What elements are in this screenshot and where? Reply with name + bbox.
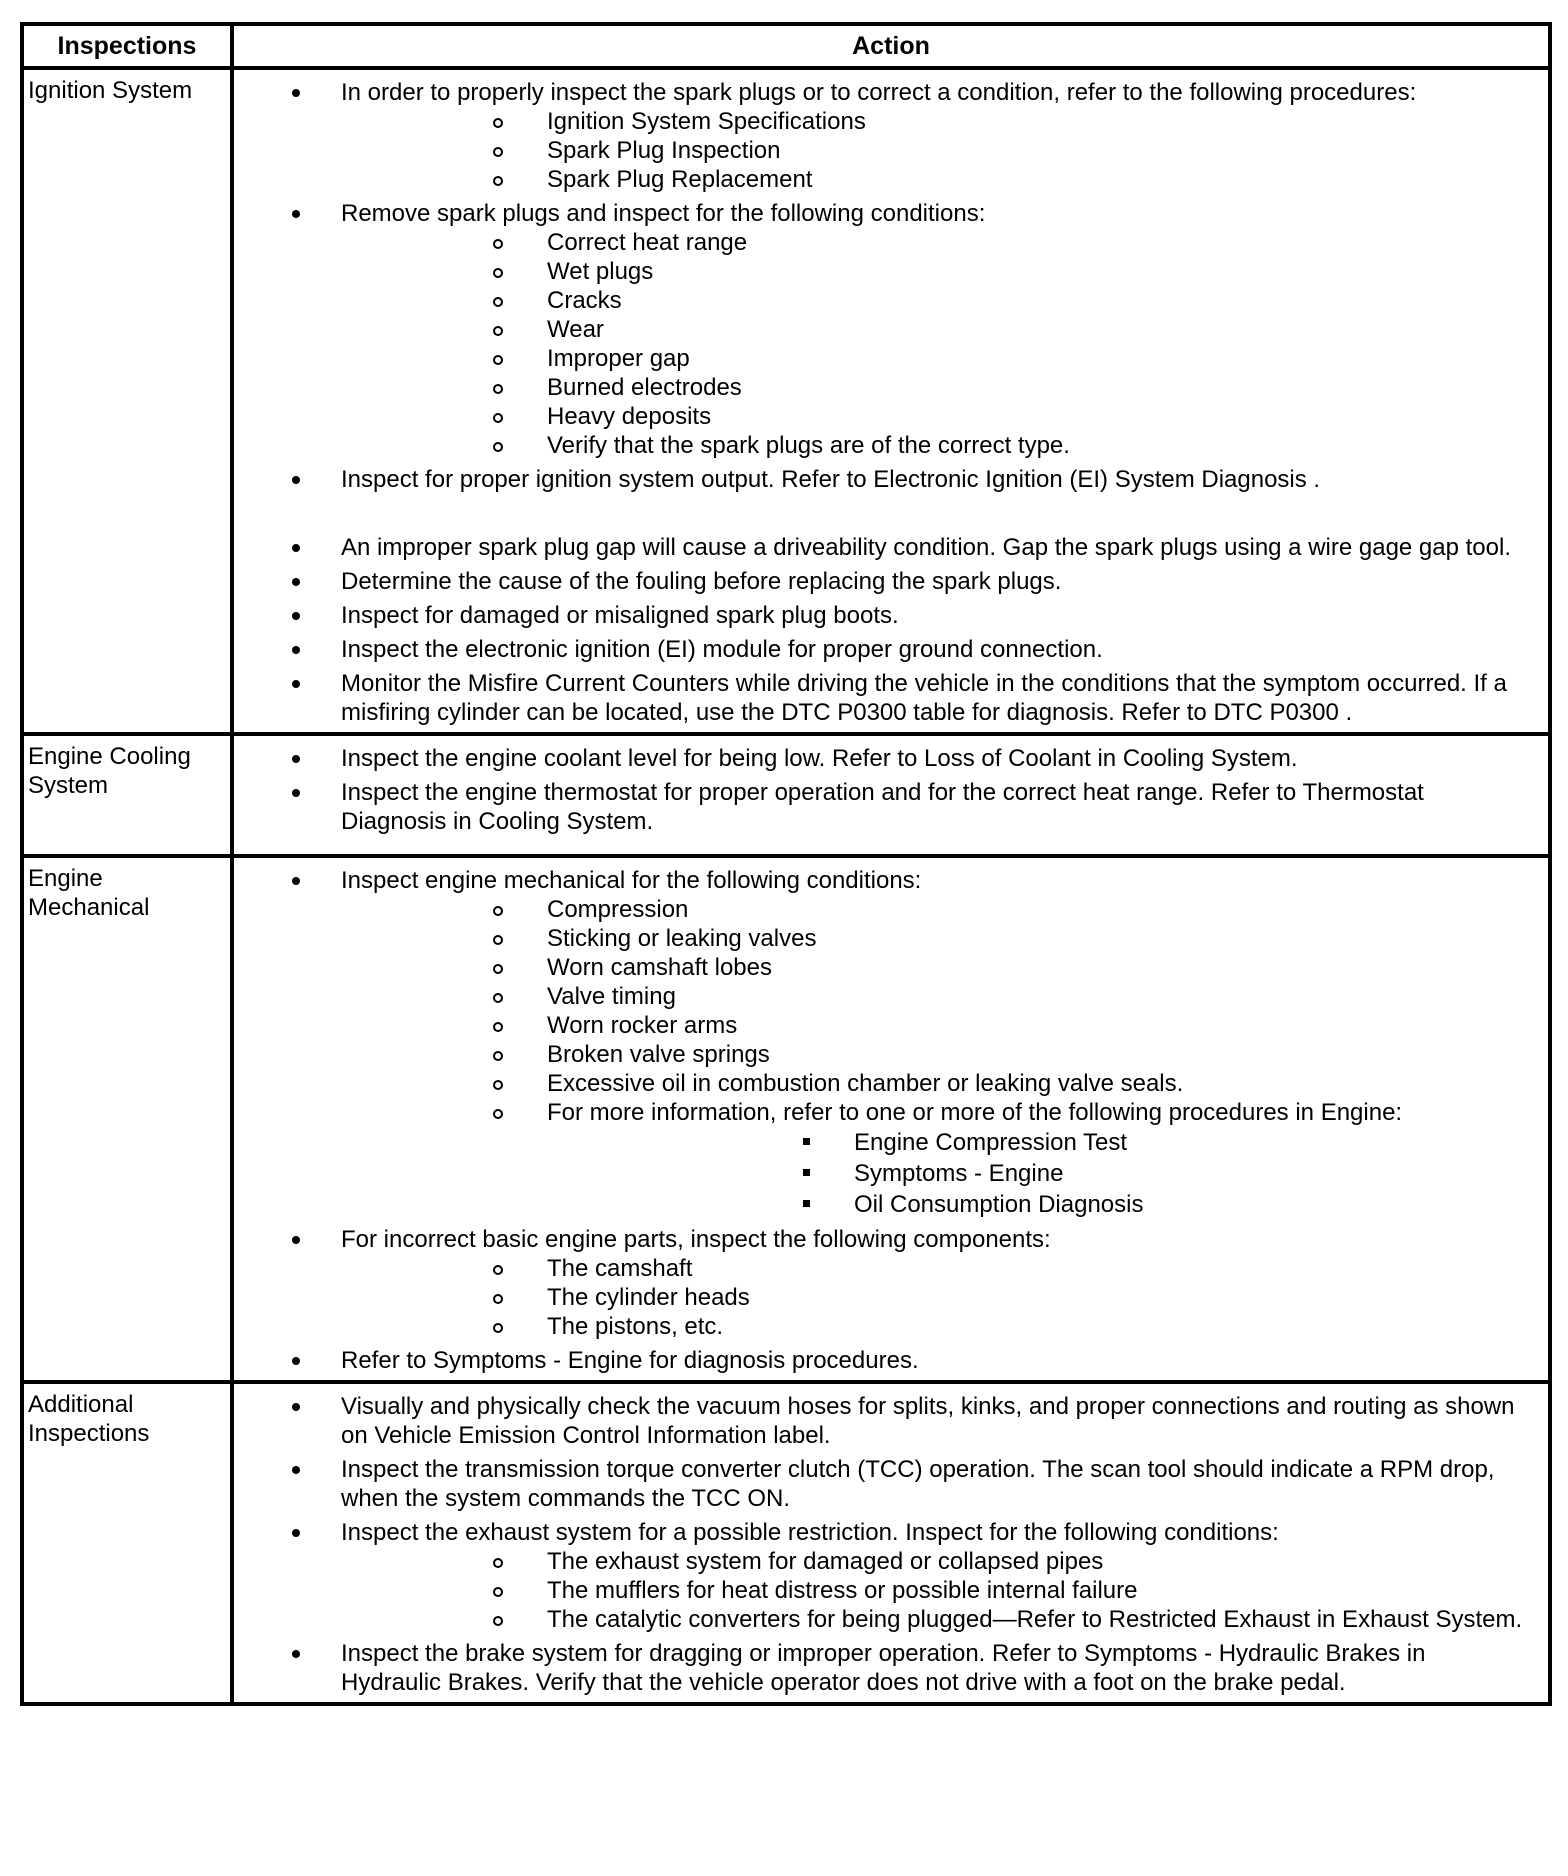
bullet-item <box>234 744 1528 773</box>
sub-sub-item <box>547 1158 1528 1189</box>
item-text: Compression <box>547 896 689 923</box>
action-cell <box>232 856 1550 1382</box>
sub-item <box>341 286 1528 315</box>
sub-sub-item <box>547 1189 1528 1220</box>
inspection-name: Engine Cooling System <box>22 734 232 856</box>
sub-item <box>341 257 1528 286</box>
item-text: In order to properly inspect the spark plugs or to correct a condition, refer to the following procedures: <box>341 79 1417 106</box>
sub-item <box>341 982 1528 1011</box>
action-cell <box>232 1382 1550 1704</box>
item-text: Broken valve springs <box>547 1041 770 1068</box>
item-text: Symptoms - Engine <box>854 1160 1064 1187</box>
bullet-item <box>234 567 1528 596</box>
sub-item <box>341 107 1528 136</box>
table-row <box>22 856 1550 1382</box>
action-cell <box>232 68 1550 734</box>
item-text: Remove spark plugs and inspect for the following conditions: <box>341 200 986 227</box>
item-text: Inspect for proper ignition system output. Refer to Electronic Ignition (EI) System Diagnosis . <box>341 466 1321 493</box>
spacer <box>234 499 1528 533</box>
item-text: Spark Plug Replacement <box>547 166 813 193</box>
inspection-name: Engine Mechanical <box>22 856 232 1382</box>
item-text: Inspect engine mechanical for the following conditions: <box>341 867 922 894</box>
item-text: Spark Plug Inspection <box>547 137 781 164</box>
item-text: Determine the cause of the fouling before replacing the spark plugs. <box>341 568 1062 595</box>
item-text: Inspect the engine coolant level for being low. Refer to Loss of Coolant in Cooling System. <box>341 745 1298 772</box>
header-action: Action <box>232 24 1550 68</box>
bullet-item <box>234 199 1528 460</box>
item-text: Worn camshaft lobes <box>547 954 772 981</box>
table-row <box>22 734 1550 856</box>
item-text: An improper spark plug gap will cause a driveability condition. Gap the spark plugs using a wire gage gap tool. <box>341 534 1511 561</box>
item-text: The exhaust system for damaged or collapsed pipes <box>547 1548 1104 1575</box>
sub-item <box>341 136 1528 165</box>
item-text: Ignition System Specifications <box>547 108 866 135</box>
item-text: The pistons, etc. <box>547 1313 724 1340</box>
sub-item <box>341 165 1528 194</box>
bullet-item <box>234 1455 1528 1513</box>
sub-item <box>341 1069 1528 1098</box>
item-text: For more information, refer to one or more of the following procedures in Engine: <box>547 1099 1403 1126</box>
item-text: The catalytic converters for being plugged—Refer to Restricted Exhaust in Exhaust System. <box>547 1606 1523 1633</box>
sub-item <box>341 228 1528 257</box>
bullet-item <box>234 1518 1528 1634</box>
nested-list <box>547 1127 1528 1220</box>
sub-item <box>341 895 1528 924</box>
sub-item <box>341 315 1528 344</box>
item-text: Correct heat range <box>547 229 748 256</box>
inspection-name: Ignition System <box>22 68 232 734</box>
bullet-item <box>234 669 1528 727</box>
item-text: For incorrect basic engine parts, inspect the following components: <box>341 1226 1051 1253</box>
item-text: Refer to Symptoms - Engine for diagnosis procedures. <box>341 1347 919 1374</box>
sub-item <box>341 1011 1528 1040</box>
action-cell <box>232 734 1550 856</box>
bullet-item <box>234 465 1528 494</box>
bullet-item <box>234 1225 1528 1341</box>
action-list <box>234 744 1528 836</box>
inspections-table <box>20 22 1552 1706</box>
sub-sub-item <box>547 1127 1528 1158</box>
table-row <box>22 68 1550 734</box>
sub-item <box>341 1098 1528 1220</box>
item-text: Inspect the electronic ignition (EI) module for proper ground connection. <box>341 636 1103 663</box>
item-text: Burned electrodes <box>547 374 742 401</box>
header-inspections: Inspections <box>22 24 232 68</box>
inspection-name: Additional Inspections <box>22 1382 232 1704</box>
sub-item <box>341 1040 1528 1069</box>
item-text: Monitor the Misfire Current Counters while driving the vehicle in the conditions that the symptom occurred. If a misfiring cylinder can be located, use the DTC P0300 table for diagnosis. Refer to DTC P0300 . <box>341 670 1507 726</box>
nested-list <box>341 1254 1528 1341</box>
nested-list <box>341 1547 1528 1634</box>
sub-item <box>341 373 1528 402</box>
sub-item <box>341 953 1528 982</box>
nested-list <box>341 228 1528 460</box>
nested-list <box>341 895 1528 1220</box>
action-list <box>234 78 1528 727</box>
bullet-item <box>234 778 1528 836</box>
sub-item <box>341 1576 1528 1605</box>
item-text: Inspect the brake system for dragging or improper operation. Refer to Symptoms - Hydraulic Brakes in Hydraulic Brakes. Verify that the vehicle operator does not drive with a foot on the brake pedal. <box>341 1640 1426 1696</box>
sub-item <box>341 924 1528 953</box>
item-text: Inspect for damaged or misaligned spark plug boots. <box>341 602 899 629</box>
item-text: Cracks <box>547 287 622 314</box>
item-text: The cylinder heads <box>547 1284 750 1311</box>
sub-item <box>341 1312 1528 1341</box>
item-text: Visually and physically check the vacuum hoses for splits, kinks, and proper connections and routing as shown on Vehicle Emission Control Information label. <box>341 1393 1515 1449</box>
bullet-item <box>234 866 1528 1220</box>
item-text: Valve timing <box>547 983 676 1010</box>
sub-item <box>341 1605 1528 1634</box>
sub-item <box>341 1254 1528 1283</box>
item-text: Heavy deposits <box>547 403 712 430</box>
item-text: Worn rocker arms <box>547 1012 738 1039</box>
item-text: Sticking or leaking valves <box>547 925 817 952</box>
sub-item <box>341 344 1528 373</box>
bullet-item <box>234 635 1528 664</box>
inspections-table-container <box>20 22 1548 1706</box>
bullet-item <box>234 533 1528 562</box>
bullet-item <box>234 1392 1528 1450</box>
item-text: Improper gap <box>547 345 690 372</box>
bullet-item <box>234 1346 1528 1375</box>
item-text: Wear <box>547 316 604 343</box>
item-text: Verify that the spark plugs are of the correct type. <box>547 432 1070 459</box>
header-row <box>22 24 1550 68</box>
item-text: The mufflers for heat distress or possible internal failure <box>547 1577 1138 1604</box>
item-text: The camshaft <box>547 1255 693 1282</box>
item-text: Engine Compression Test <box>854 1129 1128 1156</box>
item-text: Inspect the exhaust system for a possible restriction. Inspect for the following conditions: <box>341 1519 1279 1546</box>
item-text: Oil Consumption Diagnosis <box>854 1191 1144 1218</box>
item-text: Excessive oil in combustion chamber or leaking valve seals. <box>547 1070 1184 1097</box>
action-list <box>234 1392 1528 1697</box>
item-text: Inspect the engine thermostat for proper operation and for the correct heat range. Refer to Thermostat Diagnosis in Cooling System. <box>341 779 1424 835</box>
table-row <box>22 1382 1550 1704</box>
bullet-item <box>234 78 1528 194</box>
item-text: Inspect the transmission torque converter clutch (TCC) operation. The scan tool should indicate a RPM drop, when the system commands the TCC ON. <box>341 1456 1495 1512</box>
sub-item <box>341 402 1528 431</box>
nested-list <box>341 107 1528 194</box>
sub-item <box>341 1547 1528 1576</box>
sub-item <box>341 431 1528 460</box>
bullet-item <box>234 601 1528 630</box>
action-list <box>234 866 1528 1375</box>
bullet-item <box>234 1639 1528 1697</box>
sub-item <box>341 1283 1528 1312</box>
item-text: Wet plugs <box>547 258 654 285</box>
